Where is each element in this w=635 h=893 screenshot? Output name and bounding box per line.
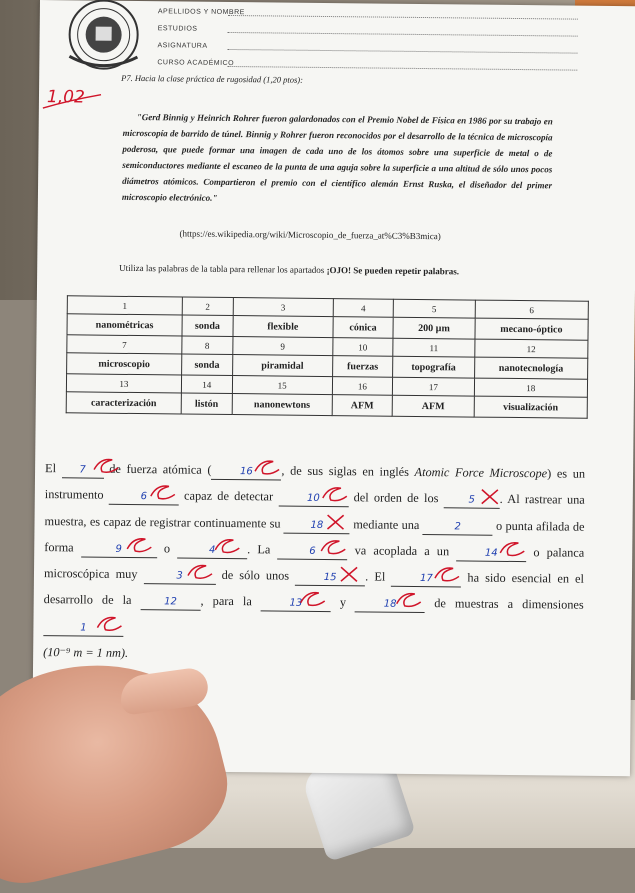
- table-cell: 8: [182, 336, 233, 355]
- quote-source: (https://es.wikipedia.org/wiki/Microscopio_de_fuerza_at%C3%B3mica): [179, 228, 441, 242]
- correct-check-icon: [431, 564, 461, 584]
- wrong-cross-icon: [322, 511, 352, 531]
- answer-blank[interactable]: 18: [284, 518, 350, 534]
- table-cell: 1: [67, 296, 182, 315]
- wrong-cross-icon: [335, 563, 365, 583]
- table-cell: microscopio: [67, 353, 182, 375]
- correct-check-icon: [297, 589, 327, 609]
- header-field-studies: ESTUDIOS: [158, 18, 578, 39]
- correct-check-icon: [251, 457, 281, 477]
- correct-check-icon: [147, 482, 177, 502]
- table-cell: topografía: [393, 356, 475, 378]
- fill-in-paragraph: El 7 de fuerza atómica ( 16 , de sus siglas en inglés Atomic Force Microscope) es un instrumento 6 capaz de detectar 10 del orden de los 5 . Al rastrear una muestra, es capaz de registrar continuamente su 18 mediante una 2 o punta afilada de forma 9 o 4 . La 6 va acoplada a un 14 o palanca microscópica muy 3 de sólo unos 15 . El 17 ha sido esencial en el desarrollo de la 12 , para la 13 y 18 de muestras a dimensiones 1 (10⁻⁹ m = 1 nm).: [43, 455, 585, 671]
- table-cell: 3: [233, 298, 333, 317]
- correct-check-icon: [318, 484, 348, 504]
- answer-blank[interactable]: 18: [355, 598, 425, 614]
- answer-blank[interactable]: 6: [109, 490, 179, 506]
- answer-blank[interactable]: 7: [62, 463, 104, 478]
- table-cell: AFM: [332, 395, 393, 417]
- answer-blank[interactable]: 4: [177, 543, 247, 559]
- answer-blank[interactable]: 3: [143, 569, 215, 585]
- table-cell: 18: [474, 378, 587, 397]
- table-cell: 15: [232, 376, 332, 395]
- table-cell: 12: [474, 339, 587, 358]
- wrong-cross-icon: [476, 486, 506, 506]
- answer-blank[interactable]: 15: [295, 571, 365, 587]
- table-cell: 5: [393, 299, 475, 318]
- table-cell: nanométricas: [67, 314, 182, 336]
- table-row: [66, 392, 587, 418]
- correct-check-icon: [90, 456, 120, 476]
- answer-blank[interactable]: 5: [444, 494, 500, 510]
- table-cell: 2: [182, 297, 233, 316]
- correct-check-icon: [93, 613, 123, 633]
- header-field-subject: ASIGNATURA: [157, 35, 577, 56]
- question-quote: "Gerd Binnig y Heinrich Rohrer fueron galardonados con el Premio Nobel de Física en 1986 por su trabajo en microscopía de barrido de túnel. Binnig y Rohrer fueron reconocidos por el desarrollo de la técnica de microscopía poderosa, que puede formar una imagen de cada uno de los átomos sobre una superficie de metal o de semiconductores mediante el escaneo de la punta de una aguja sobre la superficie a una altitud de sólo unos pocos diámetros atómicos. Compartieron el premio con el científico alemán Ernst Ruska, el diseñador del primer microscopio electrónico.": [121, 112, 553, 203]
- table-cell: fuerzas: [332, 356, 393, 378]
- table-cell: 200 µm: [393, 317, 475, 339]
- table-cell: AFM: [392, 395, 474, 417]
- correct-check-icon: [123, 535, 153, 555]
- table-cell: sonda: [182, 354, 233, 376]
- correct-check-icon: [183, 562, 213, 582]
- table-cell: 6: [475, 300, 588, 319]
- header-field-year: CURSO ACADÉMICO: [157, 52, 577, 73]
- table-cell: cónica: [333, 317, 394, 339]
- table-cell: 17: [393, 377, 475, 396]
- answer-blank[interactable]: 14: [456, 546, 526, 562]
- table-cell: flexible: [233, 316, 333, 338]
- correct-check-icon: [393, 590, 423, 610]
- answer-blank[interactable]: 2: [423, 520, 493, 536]
- correct-check-icon: [496, 539, 526, 559]
- table-cell: 16: [332, 377, 393, 396]
- correct-check-icon: [317, 537, 347, 557]
- table-cell: 14: [181, 375, 232, 394]
- table-cell: nanonewtons: [232, 394, 332, 416]
- answer-blank[interactable]: 9: [81, 542, 157, 558]
- table-cell: visualización: [474, 396, 588, 418]
- word-bank-table: [66, 295, 589, 418]
- grade-mark: [39, 78, 109, 119]
- table-cell: 13: [66, 374, 181, 393]
- table-cell: caracterización: [66, 392, 181, 414]
- student-info-header: [157, 1, 578, 73]
- svg-text:1,02: 1,02: [46, 87, 85, 108]
- table-cell: sonda: [182, 315, 233, 337]
- table-cell: 10: [333, 338, 394, 357]
- answer-blank[interactable]: 16: [211, 465, 281, 481]
- question-title: P7. Hacia la clase práctica de rugosidad (1,20 ptos):: [121, 72, 304, 85]
- table-cell: 11: [393, 338, 475, 357]
- answer-blank[interactable]: 12: [140, 596, 200, 612]
- table-cell: mecano-óptico: [475, 318, 589, 340]
- answer-blank[interactable]: 13: [261, 597, 331, 613]
- table-cell: nanotecnología: [474, 357, 588, 379]
- question-instruction: Utiliza las palabras de la tabla para rellenar los apartados ¡OJO! Se pueden repetir palabras.: [119, 262, 460, 277]
- header-field-name: APELLIDOS Y NOMBRE: [158, 1, 578, 22]
- answer-blank[interactable]: 10: [278, 492, 348, 508]
- table-cell: listón: [181, 393, 232, 415]
- table-cell: 9: [232, 337, 332, 356]
- table-cell: 4: [333, 299, 394, 318]
- table-cell: 7: [67, 335, 182, 354]
- answer-blank[interactable]: 17: [391, 572, 461, 588]
- answer-blank[interactable]: 6: [277, 544, 347, 560]
- university-seal-icon: [57, 0, 150, 73]
- correct-check-icon: [211, 536, 241, 556]
- exam-sheet: [32, 0, 635, 776]
- answer-blank[interactable]: 1: [43, 621, 123, 637]
- table-cell: piramidal: [232, 355, 332, 377]
